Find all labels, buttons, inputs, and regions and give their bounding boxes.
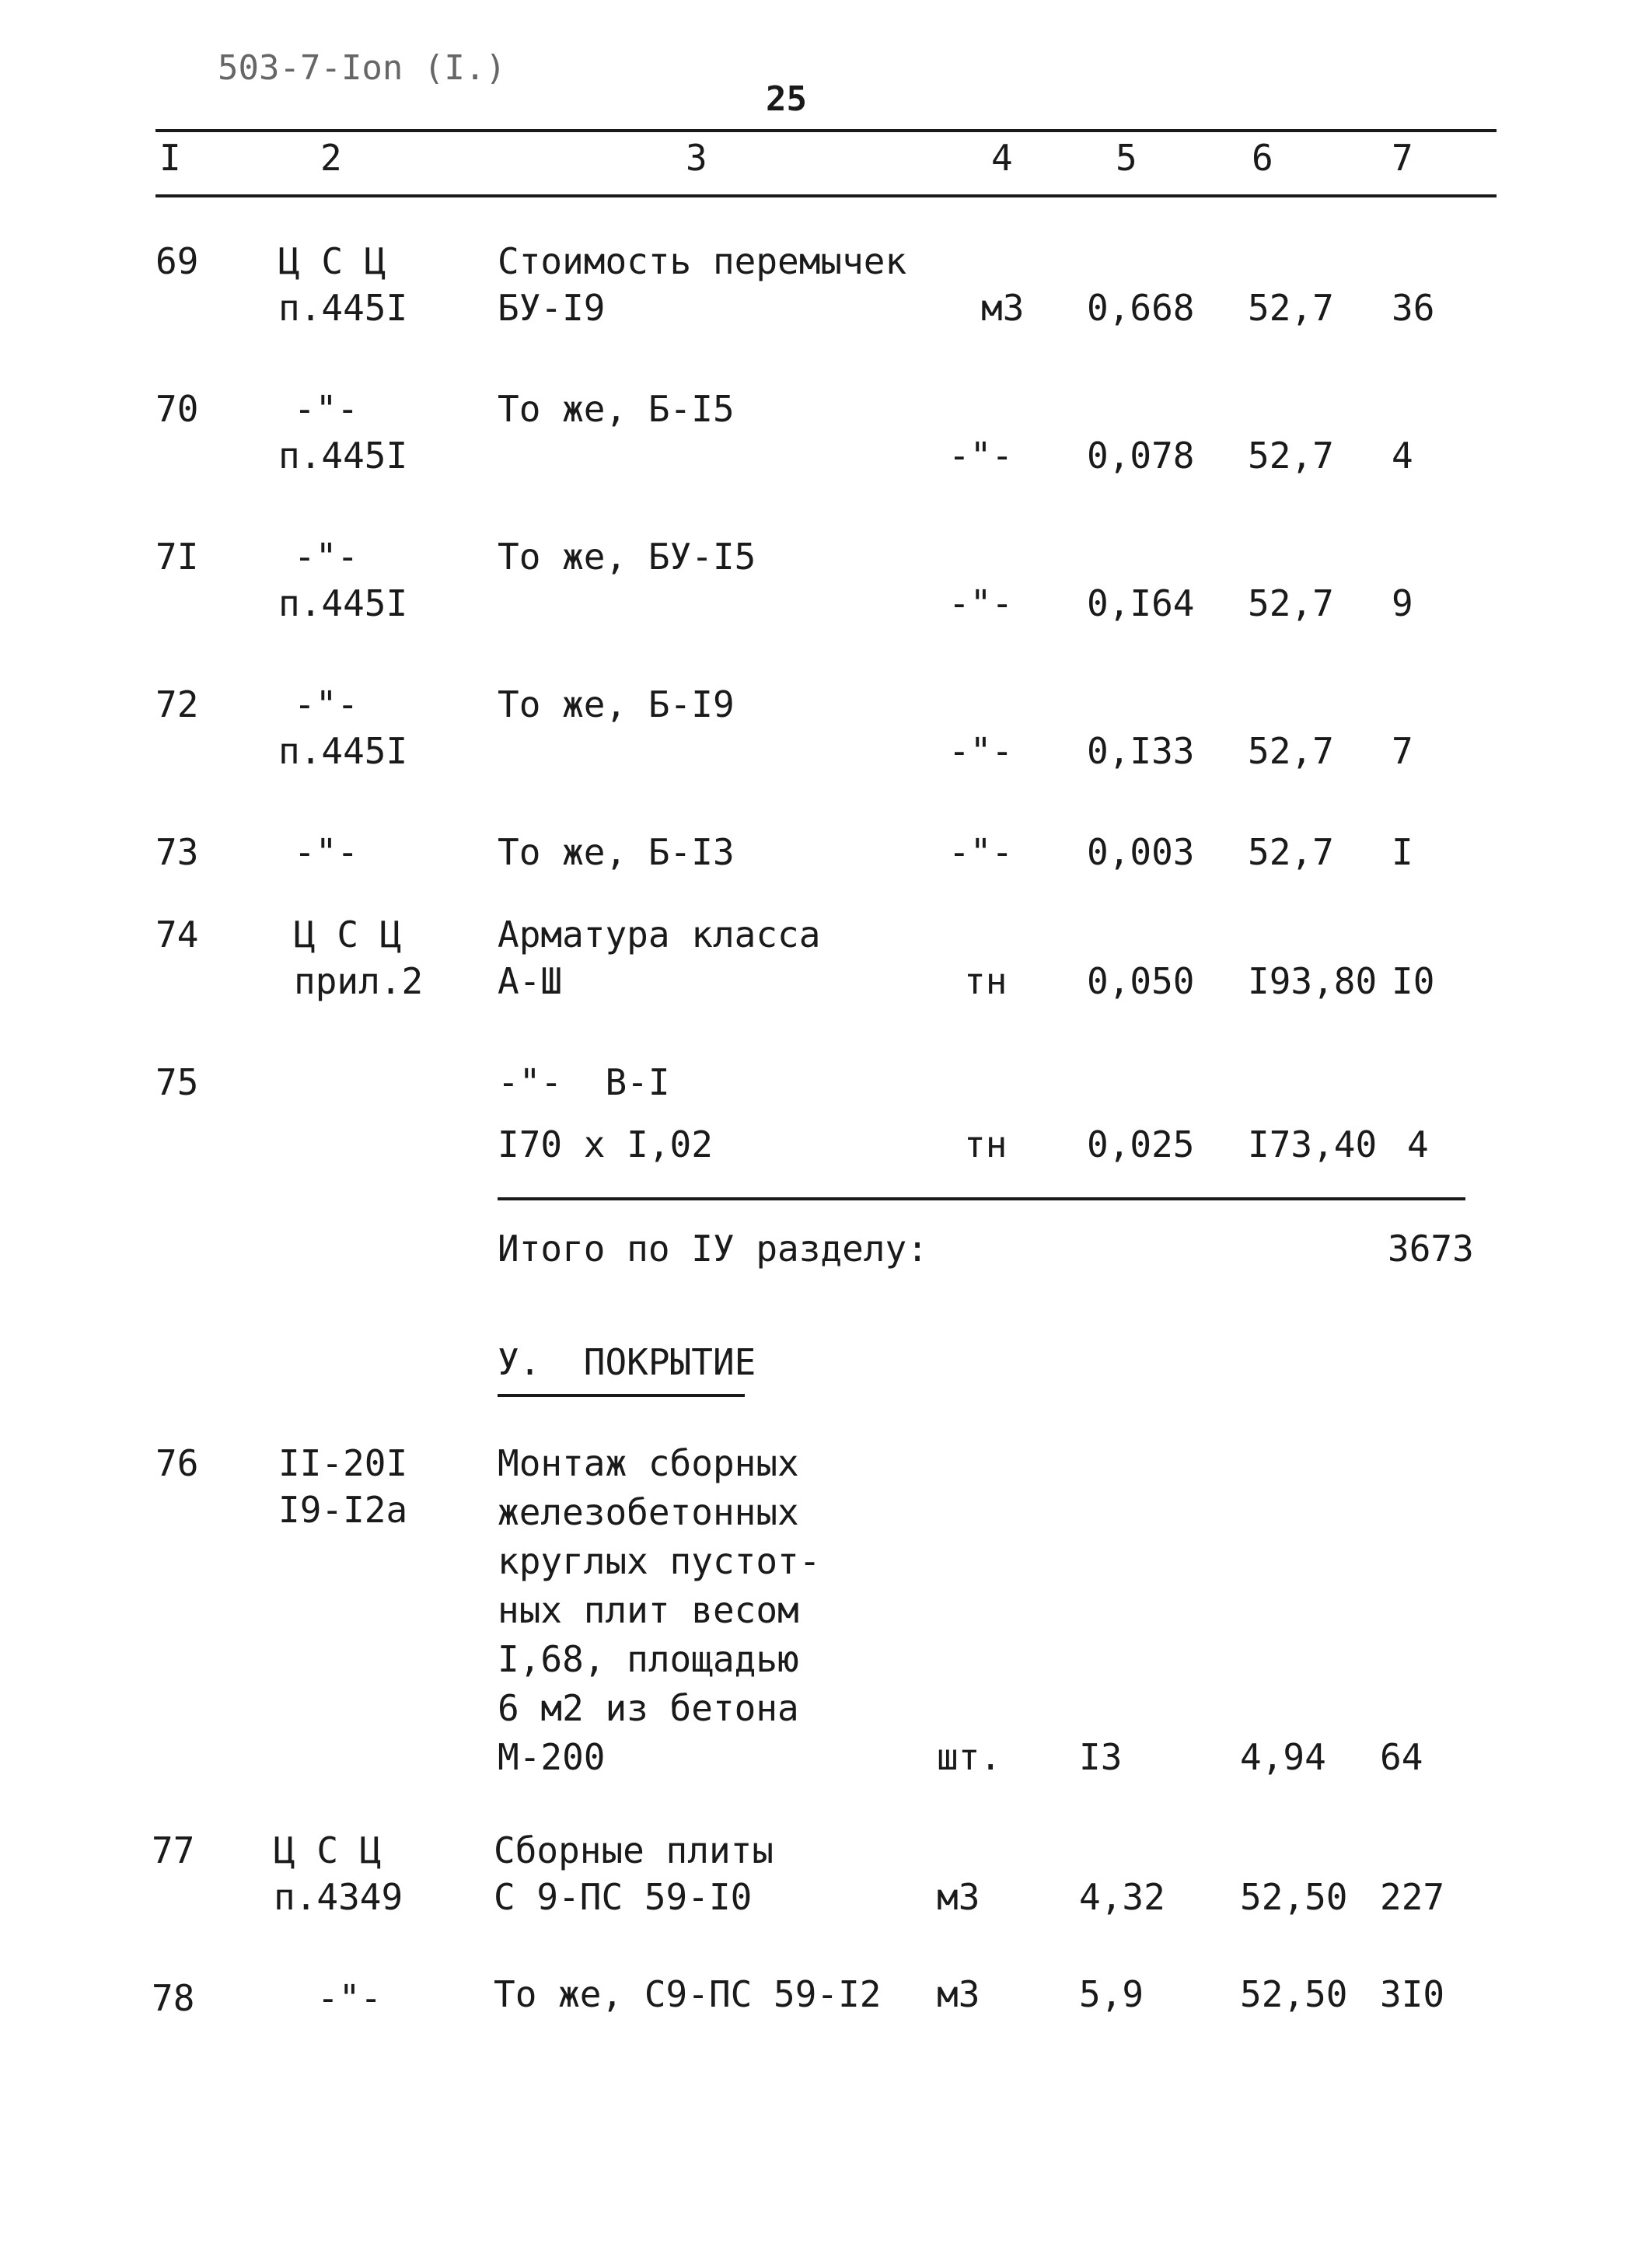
item-description: То же, БУ-I5 bbox=[498, 536, 756, 578]
reference-code: -"- bbox=[294, 683, 359, 725]
row-number: 70 bbox=[155, 388, 199, 430]
column-header-5: 5 bbox=[1116, 137, 1137, 179]
item-description: То же, Б-I5 bbox=[498, 388, 735, 430]
quantity: I3 bbox=[1079, 1736, 1123, 1778]
unit-price: 4,94 bbox=[1240, 1736, 1326, 1778]
row-number: 72 bbox=[155, 683, 199, 725]
cost: I bbox=[1392, 831, 1413, 873]
item-description-cont: I70 х I,02 bbox=[498, 1123, 713, 1165]
subtotal-value: 3673 bbox=[1388, 1228, 1474, 1270]
unit-price: 52,7 bbox=[1248, 730, 1334, 772]
unit: -"- bbox=[948, 435, 1014, 477]
column-header-2: 2 bbox=[320, 137, 342, 179]
unit-price: I93,80 bbox=[1248, 960, 1378, 1002]
unit-price: 52,50 bbox=[1240, 1973, 1348, 2015]
unit-price: 52,7 bbox=[1248, 831, 1334, 873]
cost: 4 bbox=[1392, 435, 1413, 477]
item-description: Стоимость перемычек bbox=[498, 240, 907, 282]
reference-item: п.445I bbox=[278, 582, 408, 624]
reference-item: п.445I bbox=[278, 287, 408, 329]
column-header-7: 7 bbox=[1392, 137, 1413, 179]
unit: тн bbox=[964, 960, 1008, 1002]
quantity: 0,I64 bbox=[1087, 582, 1195, 624]
unit-price: I73,40 bbox=[1248, 1123, 1378, 1165]
quantity: 4,32 bbox=[1079, 1876, 1165, 1918]
section-heading: У. ПОКРЫТИЕ bbox=[498, 1341, 756, 1383]
quantity: 0,025 bbox=[1087, 1123, 1195, 1165]
item-description-line: 6 м2 из бетона bbox=[498, 1687, 799, 1729]
cost: 36 bbox=[1392, 287, 1435, 329]
row-number: 69 bbox=[155, 240, 199, 282]
unit-price: 52,7 bbox=[1248, 287, 1334, 329]
column-header-4: 4 bbox=[991, 137, 1013, 179]
unit: -"- bbox=[948, 730, 1014, 772]
unit: шт. bbox=[937, 1736, 1002, 1778]
unit: -"- bbox=[948, 582, 1014, 624]
cost: I0 bbox=[1392, 960, 1435, 1002]
quantity: 0,668 bbox=[1087, 287, 1195, 329]
column-header-3: 3 bbox=[686, 137, 707, 179]
row-number: 77 bbox=[152, 1829, 195, 1871]
unit: тн bbox=[964, 1123, 1008, 1165]
unit-price: 52,7 bbox=[1248, 435, 1334, 477]
row-number: 74 bbox=[155, 914, 199, 956]
quantity: 0,003 bbox=[1087, 831, 1195, 873]
reference-code: Ц С Ц bbox=[294, 914, 402, 956]
reference-item: п.445I bbox=[278, 435, 408, 477]
quantity: 0,078 bbox=[1087, 435, 1195, 477]
cost: 227 bbox=[1380, 1876, 1445, 1918]
reference-code: -"- bbox=[294, 388, 359, 430]
column-header-1: I bbox=[159, 137, 181, 179]
quantity: 0,050 bbox=[1087, 960, 1195, 1002]
unit-price: 52,7 bbox=[1248, 582, 1334, 624]
unit: м3 bbox=[937, 1973, 980, 2015]
section-heading-underline bbox=[498, 1394, 745, 1397]
row-number: 73 bbox=[155, 831, 199, 873]
subtotal-rule bbox=[498, 1197, 1465, 1200]
unit-price: 52,50 bbox=[1240, 1876, 1348, 1918]
reference-item: прил.2 bbox=[294, 960, 424, 1002]
item-description-cont: БУ-I9 bbox=[498, 287, 606, 329]
cost: 9 bbox=[1392, 582, 1413, 624]
row-number: 75 bbox=[155, 1061, 199, 1103]
reference-code: Ц С Ц bbox=[274, 1829, 382, 1871]
item-description: -"- В-I bbox=[498, 1061, 670, 1103]
reference-code: II-20I bbox=[278, 1442, 408, 1484]
cost: 64 bbox=[1380, 1736, 1423, 1778]
reference-code: -"- bbox=[317, 1977, 382, 2019]
subtotal-label: Итого по IУ разделу: bbox=[498, 1228, 928, 1270]
quantity: 5,9 bbox=[1079, 1973, 1144, 2015]
cost: 4 bbox=[1407, 1123, 1429, 1165]
quantity: 0,I33 bbox=[1087, 730, 1195, 772]
page-number: 25 bbox=[766, 79, 807, 119]
cost: 7 bbox=[1392, 730, 1413, 772]
item-description: То же, С9-ПС 59-I2 bbox=[494, 1973, 882, 2015]
unit: -"- bbox=[948, 831, 1014, 873]
item-description-cont: С 9-ПС 59-I0 bbox=[494, 1876, 753, 1918]
header-top-rule bbox=[155, 129, 1497, 132]
header-bottom-rule bbox=[155, 194, 1497, 197]
column-header-6: 6 bbox=[1252, 137, 1273, 179]
unit: м3 bbox=[937, 1876, 980, 1918]
item-description-line: железобетонных bbox=[498, 1491, 799, 1533]
reference-item: п.4349 bbox=[274, 1876, 403, 1918]
item-description: Арматура класса bbox=[498, 914, 821, 956]
reference-code: Ц С Ц bbox=[278, 240, 386, 282]
item-description-line: Монтаж сборных bbox=[498, 1442, 799, 1484]
item-description-line: I,68, площадью bbox=[498, 1638, 799, 1680]
item-description: То же, Б-I9 bbox=[498, 683, 735, 725]
item-description-line: круглых пустот- bbox=[498, 1540, 821, 1582]
document-code: 503-7-Ion (I.) bbox=[218, 48, 506, 88]
row-number: 78 bbox=[152, 1977, 195, 2019]
item-description: То же, Б-I3 bbox=[498, 831, 735, 873]
unit: м3 bbox=[981, 287, 1025, 329]
item-description-cont: А-Ш bbox=[498, 960, 563, 1002]
row-number: 7I bbox=[155, 536, 199, 578]
item-description-line: М-200 bbox=[498, 1736, 606, 1778]
item-description-line: ных плит весом bbox=[498, 1589, 799, 1631]
reference-code: -"- bbox=[294, 831, 359, 873]
cost: 3I0 bbox=[1380, 1973, 1445, 2015]
reference-item: I9-I2а bbox=[278, 1489, 408, 1531]
reference-item: п.445I bbox=[278, 730, 408, 772]
row-number: 76 bbox=[155, 1442, 199, 1484]
reference-code: -"- bbox=[294, 536, 359, 578]
item-description: Сборные плиты bbox=[494, 1829, 774, 1871]
